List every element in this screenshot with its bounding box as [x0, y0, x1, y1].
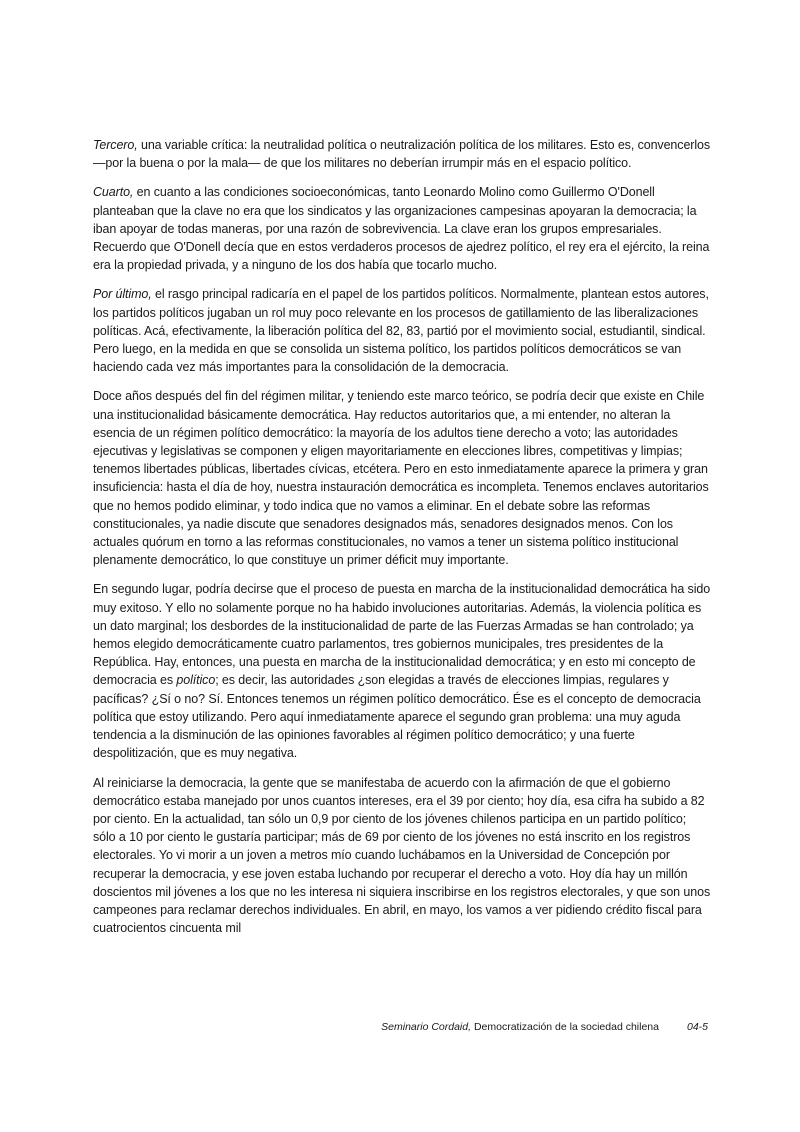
paragraph-text: Al reiniciarse la democracia, la gente que se manifestaba de acuerdo con la afirmación de que el gobierno democrático estaba manejado por unos cuantos intereses, era el 39 por ciento; hoy día, esa cifra ha subido a 82 por ciento. En la actualidad, tan sólo un 0,9 por ciento de los jóvenes chilenos participa en un partido político; sólo a 10 por ciento le gustaría participar; más de 69 por ciento de los jóvenes no está inscrito en los registros electorales. Yo vi morir a un joven a metros mío cuando luchábamos en la Universidad de Concepción por recuperar la democracia, y ese joven estaba luchando por recuperar el derecho a voto. Hoy día hay un millón doscientos mil jóvenes a los que no les interesa ni siquiera inscribirse en los registros electorales, y que son unos campeones para reclamar derechos individuales. En abril, en mayo, los vamos a ver pidiendo crédito fiscal para cuatrocientos cincuenta mil [93, 775, 711, 936]
page-footer [381, 1020, 708, 1034]
paragraph-text: Doce años después del fin del régimen militar, y teniendo este marco teórico, se podría decir que existe en Chile una institucionalidad básicamente democrática. Hay reductos autoritarios que, a mi entender, no alteran la esencia de un régimen político democrático: la mayoría de los adultos tiene derecho a voto; las autoridades ejecutivas y legislativas se componen y eligen mayoritariamente en elecciones libres, competitivas y limpias; tenemos libertades públicas, libertades cívicas, etcétera. Pero en esto inmediatamente aparece la primera y gran insuficiencia: hasta el día de hoy, nuestra instauración democrática es incompleta. Tenemos enclaves autoritarios que no hemos podido eliminar, y todo indica que no vamos a eliminar. En el debate sobre las reformas constitucionales, ya nadie discute que senadores designados más, senadores designados menos. Con los actuales quórum en torno a las reformas constitucionales, no vamos a tener un sistema político institucional plenamente democrático, lo que constituye un primer déficit muy importante. [93, 389, 709, 568]
paragraph-lead: Por último, [93, 287, 152, 302]
page-body [93, 136, 711, 948]
paragraph-text: En segundo lugar, podría decirse que el proceso de puesta en marcha de la institucionalidad democrática ha sido muy exitoso. Y ello no solamente porque no ha habido involuciones autoritarias. Además, la violencia política es un dato marginal; los desbordes de la institucionalidad de parte de las Fuerzas Armadas se han controlado; ya hemos elegido democráticamente cuatro parlamentos, tres gobiernos municipales, tres presidentes de la República. Hay, entonces, una puesta en marcha de la institucionalidad democrática; y en esto mi concepto de democracia es [93, 582, 711, 688]
paragraph-al-reiniciarse [93, 774, 711, 938]
footer-series: Seminario Cordaid, [381, 1021, 472, 1033]
paragraph-text: ; es decir, las autoridades ¿son elegidas a través de elecciones limpias, regulares y pacíficas? ¿Sí o no? Sí. Entonces tenemos un régimen político democrático. Ése es el concepto de democracia política que estoy utilizando. Pero aquí inmediatamente aparece el segundo gran problema: una muy aguda tendencia a la disminución de las opiniones favorables al régimen político democrático; y una fuerte despolitización, que es muy negativa. [93, 673, 701, 761]
paragraph-text: una variable crítica: la neutralidad política o neutralización política de los militares. Esto es, convencerlos —por la buena o por la mala— de que los militares no deberían irrumpir más en el espacio político. [93, 138, 711, 171]
paragraph-lead: Cuarto, [93, 185, 134, 200]
footer-title: Democratización de la sociedad chilena [471, 1021, 659, 1033]
paragraph-emphasis: político [176, 673, 216, 688]
paragraph-text: en cuanto a las condiciones socioeconómicas, tanto Leonardo Molino como Guillermo O'Donell planteaban que la clave no era que los sindicatos y las organizaciones campesinas apoyaran la democracia; la iban apoyar de todas maneras, por una razón de sobrevivencia. La clave eran los grupos empresariales. Recuerdo que O'Donell decía que en estos verdaderos procesos de ajedrez político, el rey era el ejército, la reina era la propiedad privada, y a ninguno de los dos había que tocarlo mucho. [93, 185, 710, 273]
paragraph-text: el rasgo principal radicaría en el papel de los partidos políticos. Normalmente, plantean estos autores, los partidos políticos jugaban un rol muy poco relevante en los procesos de gatillamiento de las liberalizaciones políticas. Acá, efectivamente, la liberación política del 82, 83, partió por el movimiento social, estudiantil, sindical. Pero luego, en la medida en que se consolida un sistema político, los partidos políticos democráticos se van haciendo cada vez más importantes para la consolidación de la democracia. [93, 287, 709, 375]
paragraph-doce-anos [93, 387, 711, 569]
page-number: 04-5 [686, 1021, 708, 1033]
paragraph-lead: Tercero, [93, 138, 138, 152]
paragraph-tercero [93, 136, 711, 172]
paragraph-por-ultimo [93, 285, 711, 376]
paragraph-cuarto [93, 183, 711, 274]
paragraph-segundo-lugar [93, 580, 711, 762]
